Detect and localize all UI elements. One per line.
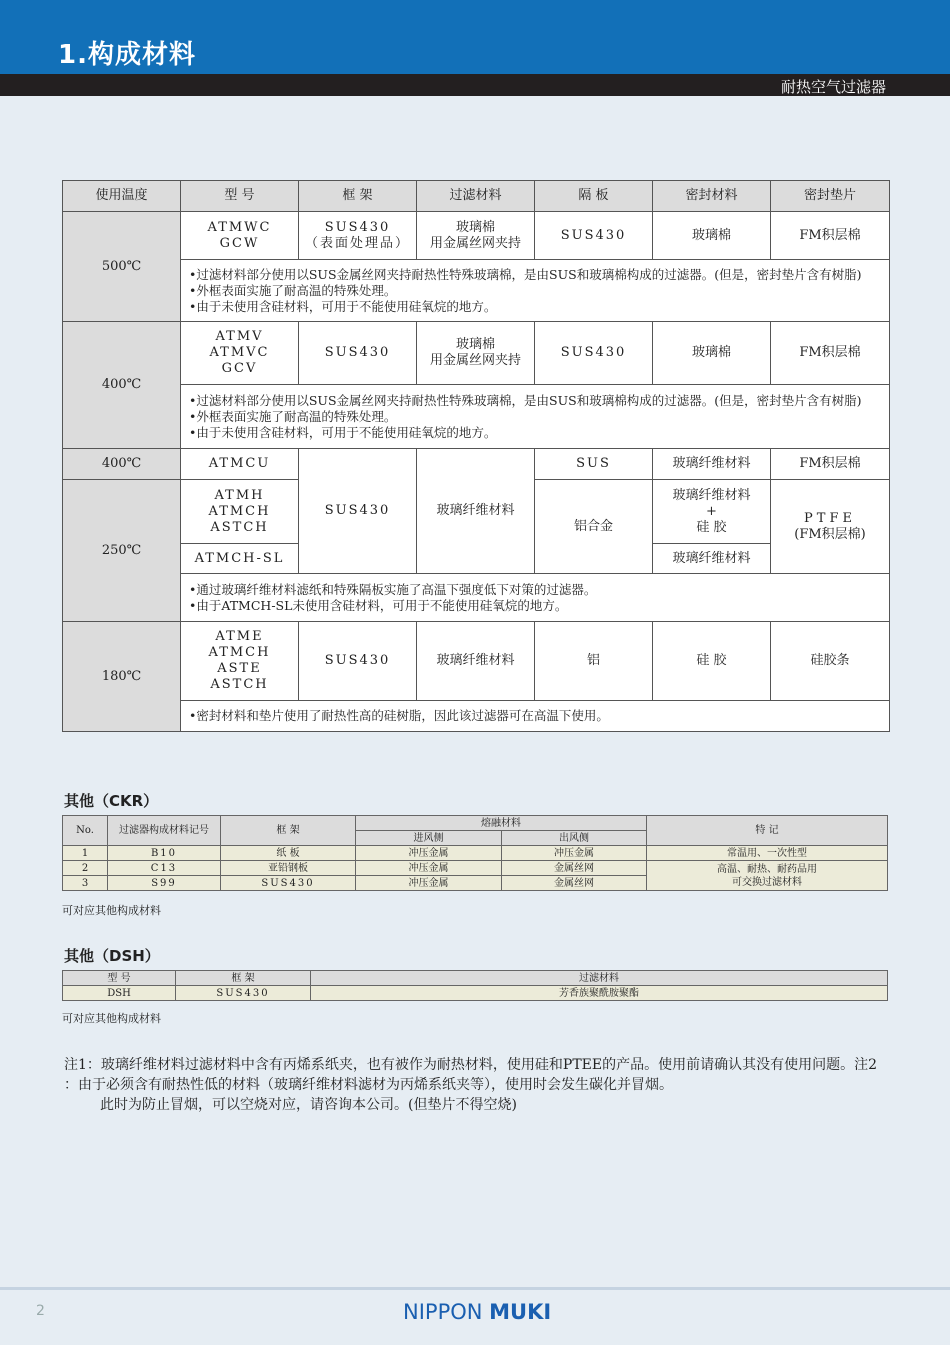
frame-cell: SUS430	[299, 322, 417, 385]
ckr-header-feature: 特 记	[647, 816, 888, 846]
model-cell: ATMWC GCW	[181, 212, 299, 260]
ckr-frame: SUS430	[221, 876, 356, 891]
page-header	[0, 0, 950, 74]
header-frame: 框 架	[299, 181, 417, 212]
table-row	[63, 846, 888, 861]
ckr-code: S99	[108, 876, 221, 891]
ckr-header-outlet: 出风侧	[502, 831, 647, 846]
note-row	[63, 260, 890, 322]
gasket-cell: PTFE (FM积层棉)	[771, 480, 890, 574]
header-gasket: 密封垫片	[771, 181, 890, 212]
ckr-code: B10	[108, 846, 221, 861]
separator-cell: 铝	[535, 622, 653, 701]
dsh-frame: SUS430	[176, 986, 311, 1001]
note-cell: •密封材料和垫片使用了耐热性高的硅树脂，因此该过滤器可在高温下使用。	[181, 701, 890, 732]
ckr-table	[62, 815, 888, 891]
table-row	[63, 986, 888, 1001]
ckr-outlet: 冲压金属	[502, 846, 647, 861]
footer-divider	[0, 1287, 950, 1290]
temp-cell: 400℃	[63, 322, 181, 449]
model-cell: ATMCH-SL	[181, 544, 299, 574]
dsh-header-filter: 过滤材料	[311, 971, 888, 986]
header-separator: 隔 板	[535, 181, 653, 212]
ckr-header-code: 过滤器构成材料记号	[108, 816, 221, 846]
ckr-code: C13	[108, 861, 221, 876]
header-filter: 过滤材料	[417, 181, 535, 212]
seal-cell: 玻璃纤维材料	[653, 449, 771, 480]
frame-cell: SUS430	[299, 622, 417, 701]
ckr-frame: 亚铅钢板	[221, 861, 356, 876]
ckr-outlet: 金属丝网	[502, 861, 647, 876]
ckr-title: 其他（CKR）	[64, 792, 159, 810]
product-category: 耐热空气过滤器	[780, 78, 886, 96]
dsh-caption: 可对应其他构成材料	[62, 1012, 161, 1025]
header-seal: 密封材料	[653, 181, 771, 212]
note-row	[63, 701, 890, 732]
dsh-model: DSH	[63, 986, 176, 1001]
frame-cell: SUS430 （表面处理品）	[299, 212, 417, 260]
model-cell: ATMV ATMVC GCV	[181, 322, 299, 385]
footnote-line: 注1：玻璃纤维材料过滤材料中含有丙烯系纸夹，也有被作为耐热材料，使用硅和PTEE的产品。使用前请确认其没有使用问题。注2	[64, 1057, 878, 1073]
frame-cell: SUS430	[299, 449, 417, 574]
ckr-header-melt: 熔融材料	[356, 816, 647, 831]
filter-cell: 玻璃纤维材料	[417, 449, 535, 574]
model-cell: ATME ATMCH ASTE ASTCH	[181, 622, 299, 701]
brand-logo: NIPPON MUKI	[403, 1300, 552, 1324]
seal-cell: 玻璃纤维材料	[653, 544, 771, 574]
materials-table	[62, 180, 890, 732]
ckr-no: 3	[63, 876, 108, 891]
model-cell: ATMH ATMCH ASTCH	[181, 480, 299, 544]
seal-cell: 玻璃棉	[653, 322, 771, 385]
ckr-header-frame: 框 架	[221, 816, 356, 846]
footnote-line: ：由于必须含有耐热性低的材料（玻璃纤维材料滤材为丙烯系纸夹等），使用时会发生碳化并冒烟。	[64, 1077, 673, 1093]
filter-cell: 玻璃棉 用金属丝网夹持	[417, 322, 535, 385]
temp-cell: 500℃	[63, 212, 181, 322]
gasket-cell: FM积层棉	[771, 322, 890, 385]
ckr-inlet: 冲压金属	[356, 876, 502, 891]
subtitle-bar	[0, 74, 950, 96]
note-row	[63, 385, 890, 449]
header-temp: 使用温度	[63, 181, 181, 212]
ckr-header-row	[63, 816, 888, 831]
gasket-cell: FM积层棉	[771, 212, 890, 260]
separator-cell: SUS430	[535, 322, 653, 385]
filter-cell: 玻璃棉 用金属丝网夹持	[417, 212, 535, 260]
seal-cell: 玻璃棉	[653, 212, 771, 260]
gasket-cell: FM积层棉	[771, 449, 890, 480]
gasket-cell: 硅胶条	[771, 622, 890, 701]
note-cell: •过滤材料部分使用以SUS金属丝网夹持耐热性特殊玻璃棉，是由SUS和玻璃棉构成的过滤器。(但是，密封垫片含有树脂) •外框表面实施了耐高温的特殊处理。 •由于未使用含硅材料，可用于不能使用硅氧烷的地方。	[181, 385, 890, 449]
footnotes	[64, 1055, 894, 1115]
dsh-header-model: 型 号	[63, 971, 176, 986]
note-row	[63, 574, 890, 622]
note-cell: •通过玻璃纤维材料滤纸和特殊隔板实施了高温下强度低下对策的过滤器。 •由于ATMCH-SL未使用含硅材料，可用于不能使用硅氧烷的地方。	[181, 574, 890, 622]
table-row	[63, 322, 890, 385]
dsh-filter: 芳香族聚酰胺聚酯	[311, 986, 888, 1001]
ckr-caption: 可对应其他构成材料	[62, 904, 161, 917]
ckr-outlet: 金属丝网	[502, 876, 647, 891]
table-row	[63, 861, 888, 876]
ckr-header-inlet: 进风侧	[356, 831, 502, 846]
seal-cell: 玻璃纤维材料 + 硅 胶	[653, 480, 771, 544]
page-number: 2	[36, 1303, 45, 1319]
footnote-line: 此时为防止冒烟，可以空烧对应，请咨询本公司。(但垫片不得空烧)	[100, 1097, 517, 1113]
ckr-inlet: 冲压金属	[356, 861, 502, 876]
temp-cell: 400℃	[63, 449, 181, 480]
dsh-header-row	[63, 971, 888, 986]
table-row	[63, 212, 890, 260]
separator-cell: 铝合金	[535, 480, 653, 574]
table-header-row	[63, 181, 890, 212]
separator-cell: SUS430	[535, 212, 653, 260]
ckr-no: 1	[63, 846, 108, 861]
model-cell: ATMCU	[181, 449, 299, 480]
page-title: 1.构成材料	[58, 40, 196, 70]
ckr-no: 2	[63, 861, 108, 876]
filter-cell: 玻璃纤维材料	[417, 622, 535, 701]
ckr-feature: 高温、耐热、耐药品用 可交换过滤材料	[647, 861, 888, 891]
seal-cell: 硅 胶	[653, 622, 771, 701]
dsh-table	[62, 970, 888, 1001]
note-cell: •过滤材料部分使用以SUS金属丝网夹持耐热性特殊玻璃棉，是由SUS和玻璃棉构成的过滤器。(但是，密封垫片含有树脂) •外框表面实施了耐高温的特殊处理。 •由于未使用含硅材料，可用于不能使用硅氧烷的地方。	[181, 260, 890, 322]
dsh-title: 其他（DSH）	[64, 947, 160, 965]
table-row	[63, 622, 890, 701]
dsh-header-frame: 框 架	[176, 971, 311, 986]
separator-cell: SUS	[535, 449, 653, 480]
temp-cell: 180℃	[63, 622, 181, 732]
table-row	[63, 449, 890, 480]
ckr-header-no: No.	[63, 816, 108, 846]
ckr-frame: 纸 板	[221, 846, 356, 861]
ckr-inlet: 冲压金属	[356, 846, 502, 861]
temp-cell: 250℃	[63, 480, 181, 622]
header-model: 型 号	[181, 181, 299, 212]
ckr-feature: 常温用、一次性型	[647, 846, 888, 861]
